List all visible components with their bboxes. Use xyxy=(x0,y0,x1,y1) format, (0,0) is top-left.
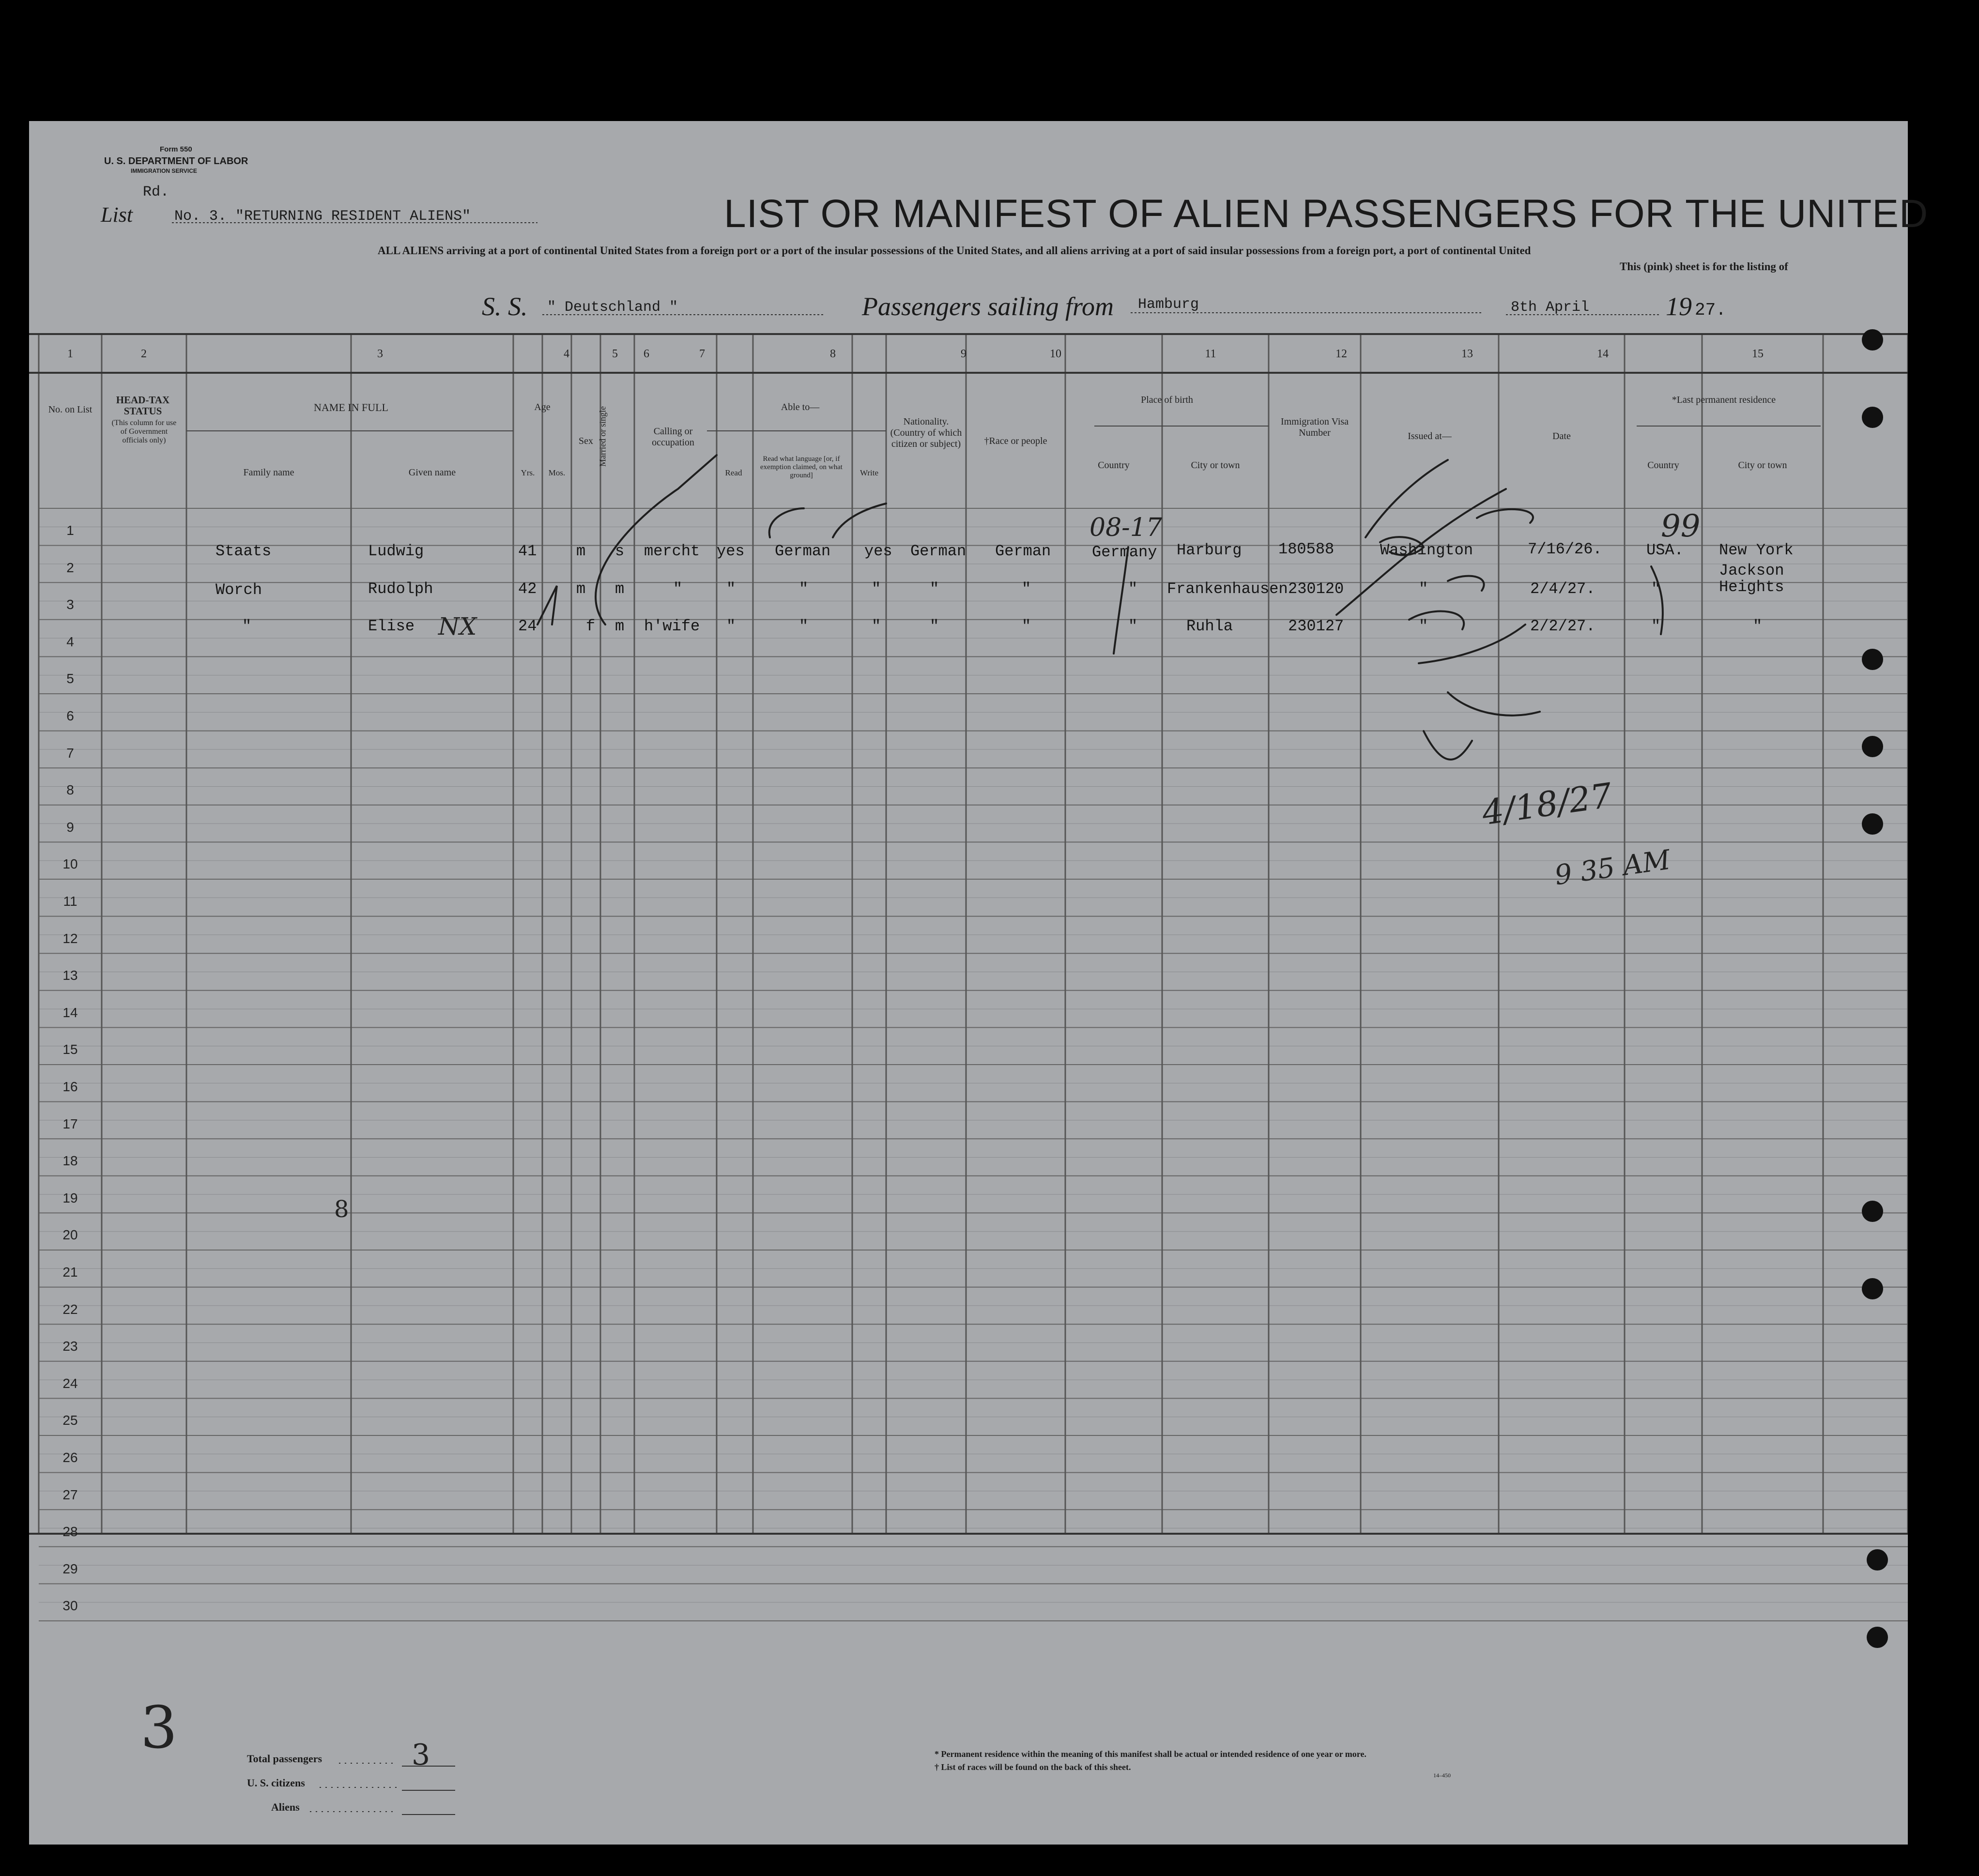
age-years: 24 xyxy=(518,617,537,635)
row-number: 7 xyxy=(66,745,74,761)
header-nationality: Nationality. (Country of which citizen or subject) xyxy=(890,416,962,449)
handwritten-stamp-time: 9 35 AM xyxy=(1552,844,1672,892)
column-number: 10 xyxy=(1050,348,1061,360)
residence-city: New York xyxy=(1719,541,1794,559)
row-number: 5 xyxy=(66,671,74,686)
issued-at: " xyxy=(1419,617,1428,635)
header-mos: Mos. xyxy=(548,468,566,477)
header-place-of-birth: Place of birth xyxy=(1141,395,1193,405)
row-number: 28 xyxy=(62,1524,78,1540)
header-able-to: Able to— xyxy=(781,402,820,412)
list-number: No. 3. "RETURNING RESIDENT ALIENS" xyxy=(174,208,471,225)
marital-status: m xyxy=(615,617,625,635)
occupation: mercht xyxy=(644,542,700,560)
binder-hole xyxy=(1862,329,1883,351)
pen-strokes xyxy=(29,121,1908,944)
sex: m xyxy=(576,580,586,598)
visa-number: 230120 xyxy=(1288,580,1344,598)
issued-at: Washington xyxy=(1380,541,1473,559)
sex: m xyxy=(576,542,586,560)
row-number: 15 xyxy=(62,1042,78,1057)
manifest-title: LIST OR MANIFEST OF ALIEN PASSENGERS FOR THE UNITED xyxy=(724,192,1929,236)
manifest-sheet xyxy=(29,121,1929,1845)
marital-status: m xyxy=(615,580,625,598)
age-years: 41 xyxy=(518,542,537,560)
residence-city: " xyxy=(1753,617,1763,635)
column-number: 11 xyxy=(1205,348,1216,360)
header-birth-city: City or town xyxy=(1191,460,1240,471)
header-res-city: City or town xyxy=(1738,460,1787,471)
binder-hole xyxy=(1867,1549,1888,1571)
handwritten-initials: NX xyxy=(438,612,477,641)
row-number: 11 xyxy=(63,894,77,909)
row-number: 14 xyxy=(62,1005,78,1020)
header-visa-number: Immigration Visa Number xyxy=(1280,416,1349,438)
row-number: 2 xyxy=(66,560,74,575)
birth-city: Ruhla xyxy=(1186,617,1233,635)
birth-country: " xyxy=(1128,617,1138,635)
service-name: IMMIGRATION SERVICE xyxy=(131,168,197,174)
manifest-subtitle-2: This (pink) sheet is for the listing of xyxy=(1620,260,1788,273)
handwritten-8: 8 xyxy=(334,1196,349,1223)
can-read: yes xyxy=(717,542,745,560)
visa-date: 7/16/26. xyxy=(1528,540,1602,558)
footer-aliens: Aliens xyxy=(271,1801,300,1813)
residence-country: " xyxy=(1651,580,1661,598)
department-name: U. S. DEPARTMENT OF LABOR xyxy=(104,156,248,167)
row-number: 29 xyxy=(62,1561,78,1576)
binder-hole xyxy=(1867,1627,1888,1648)
header-calling: Calling or occupation xyxy=(652,426,694,448)
sailing-label: Passengers sailing from xyxy=(862,292,1114,321)
departure-port: Hamburg xyxy=(1138,296,1199,313)
race: " xyxy=(1022,580,1031,598)
year-suffix: 27. xyxy=(1695,300,1726,320)
visa-number: 230127 xyxy=(1288,617,1344,635)
row-number: 6 xyxy=(66,708,74,723)
family-name: Staats xyxy=(215,542,272,560)
column-number: 5 xyxy=(612,348,618,360)
list-prefix: Rd. xyxy=(143,184,169,200)
given-name: Rudolph xyxy=(368,580,433,598)
list-label: List xyxy=(101,203,133,227)
birth-country: Germany xyxy=(1092,543,1157,561)
family-name: " xyxy=(242,617,252,635)
nationality: German xyxy=(910,542,966,560)
header-res-country: Country xyxy=(1647,460,1679,471)
column-number: 13 xyxy=(1461,348,1473,360)
header-given-name: Given name xyxy=(408,467,456,478)
given-name: Elise xyxy=(368,617,415,635)
residence-city: Jackson Heights xyxy=(1719,562,1784,596)
header-married: Married or single xyxy=(598,406,608,467)
column-number: 7 xyxy=(699,348,705,360)
row-number: 21 xyxy=(62,1265,78,1280)
read-language: German xyxy=(775,542,831,560)
visa-number: 180588 xyxy=(1278,540,1335,558)
binder-hole xyxy=(1862,649,1883,670)
issued-at: " xyxy=(1419,580,1428,598)
birth-city: Harburg xyxy=(1177,541,1242,559)
read-language: " xyxy=(799,617,809,635)
header-date: Date xyxy=(1552,431,1571,442)
row-number: 20 xyxy=(62,1227,78,1243)
column-number: 14 xyxy=(1597,348,1609,360)
binder-hole xyxy=(1862,1278,1883,1299)
family-name: Worch xyxy=(215,581,262,599)
footer-form-code: 14–450 xyxy=(1433,1772,1451,1779)
column-number: 8 xyxy=(830,348,836,360)
manifest-subtitle-1: ALL ALIENS arriving at a port of continental United States from a foreign port or a port of the insular possessions of the United States, and all aliens arriving at a port of said insular possessions from a foreign port, a port of continental United xyxy=(378,244,1531,257)
header-sex: Sex xyxy=(579,436,593,446)
column-number: 3 xyxy=(377,348,383,360)
can-write: " xyxy=(872,617,881,635)
row-number: 24 xyxy=(62,1375,78,1391)
header-age: Age xyxy=(534,402,551,412)
header-read: Read xyxy=(725,468,742,477)
nationality: " xyxy=(930,580,939,598)
read-language: " xyxy=(799,580,809,598)
row-number: 10 xyxy=(62,856,78,872)
given-name: Ludwig xyxy=(368,542,424,560)
race: German xyxy=(995,542,1051,560)
row-number: 12 xyxy=(62,930,78,946)
visa-date: 2/4/27. xyxy=(1530,580,1595,598)
row-number: 17 xyxy=(62,1116,78,1131)
departure-date: 8th April xyxy=(1511,299,1590,316)
footer-note-races: † List of races will be found on the back of this sheet. xyxy=(935,1762,1131,1772)
handwritten-total-3: 3 xyxy=(412,1738,430,1772)
row-number: 9 xyxy=(66,819,74,835)
header-issued-at: Issued at— xyxy=(1408,431,1452,442)
birth-country: " xyxy=(1128,580,1138,598)
year-prefix: 19 xyxy=(1666,292,1692,321)
column-number: 1 xyxy=(67,348,73,360)
birth-city: Frankenhausen xyxy=(1167,580,1288,598)
binder-hole xyxy=(1862,736,1883,757)
row-number: 1 xyxy=(66,523,74,538)
column-number: 6 xyxy=(644,348,649,360)
nationality: " xyxy=(930,617,939,635)
header-name-in-full: NAME IN FULL xyxy=(314,401,388,413)
form-number: Form 550 xyxy=(160,145,192,153)
binder-hole xyxy=(1862,407,1883,428)
race: " xyxy=(1022,617,1031,635)
occupation: " xyxy=(673,580,683,598)
header-last-residence: *Last permanent residence xyxy=(1672,395,1776,405)
header-no-on-list: No. on List xyxy=(48,404,92,415)
row-number: 22 xyxy=(62,1301,78,1317)
row-number: 13 xyxy=(62,968,78,983)
can-write: yes xyxy=(864,542,892,560)
header-head-tax: HEAD-TAX STATUS xyxy=(116,394,170,417)
column-number: 9 xyxy=(961,348,966,360)
column-number: 2 xyxy=(141,348,147,360)
row-number: 3 xyxy=(66,597,74,612)
row-number: 16 xyxy=(62,1079,78,1094)
marital-status: s xyxy=(615,542,625,560)
header-head-tax-note: (This column for use of Government officials only) xyxy=(111,419,177,444)
can-read: " xyxy=(726,617,736,635)
residence-country: " xyxy=(1651,617,1661,635)
row-number: 19 xyxy=(62,1190,78,1205)
column-number: 12 xyxy=(1335,348,1347,360)
header-race: †Race or people xyxy=(984,436,1047,446)
header-family-name: Family name xyxy=(243,467,294,478)
occupation: h'wife xyxy=(644,617,700,635)
handwritten-3: 3 xyxy=(140,1694,178,1762)
ss-label: S. S. xyxy=(482,292,528,321)
row-number: 18 xyxy=(62,1153,78,1169)
row-number: 25 xyxy=(62,1413,78,1428)
row-number: 27 xyxy=(62,1487,78,1502)
residence-country: USA. xyxy=(1646,541,1684,559)
row-number: 26 xyxy=(62,1450,78,1465)
can-read: " xyxy=(726,580,736,598)
column-number: 4 xyxy=(564,348,569,360)
binder-hole xyxy=(1862,1201,1883,1222)
row-number: 8 xyxy=(66,782,74,798)
binder-hole xyxy=(1862,813,1883,835)
sex: f xyxy=(586,617,596,635)
row-number: 4 xyxy=(66,634,74,649)
handwritten-stamp-date: 4/18/27 xyxy=(1479,775,1615,833)
handwritten-birth-code: 08-17 xyxy=(1089,513,1162,542)
column-number: 15 xyxy=(1752,348,1764,360)
row-number: 23 xyxy=(62,1339,78,1354)
handwritten-99: 99 xyxy=(1661,508,1701,544)
footer-note-residence: * Permanent residence within the meaning of this manifest shall be actual or intended residence of one year or more. xyxy=(935,1749,1366,1759)
visa-date: 2/2/27. xyxy=(1530,617,1595,635)
can-write: " xyxy=(872,580,881,598)
ship-name: " Deutschland " xyxy=(547,299,678,316)
footer-us-citizens: U. S. citizens xyxy=(247,1777,305,1789)
header-yrs: Yrs. xyxy=(521,468,535,477)
header-read-language: Read what language [or, if exemption claimed, on what ground] xyxy=(760,455,843,479)
header-write: Write xyxy=(859,468,879,477)
footer-total-passengers: Total passengers xyxy=(247,1753,322,1765)
header-birth-country: Country xyxy=(1098,460,1130,471)
age-years: 42 xyxy=(518,580,537,598)
row-number: 30 xyxy=(62,1598,78,1614)
